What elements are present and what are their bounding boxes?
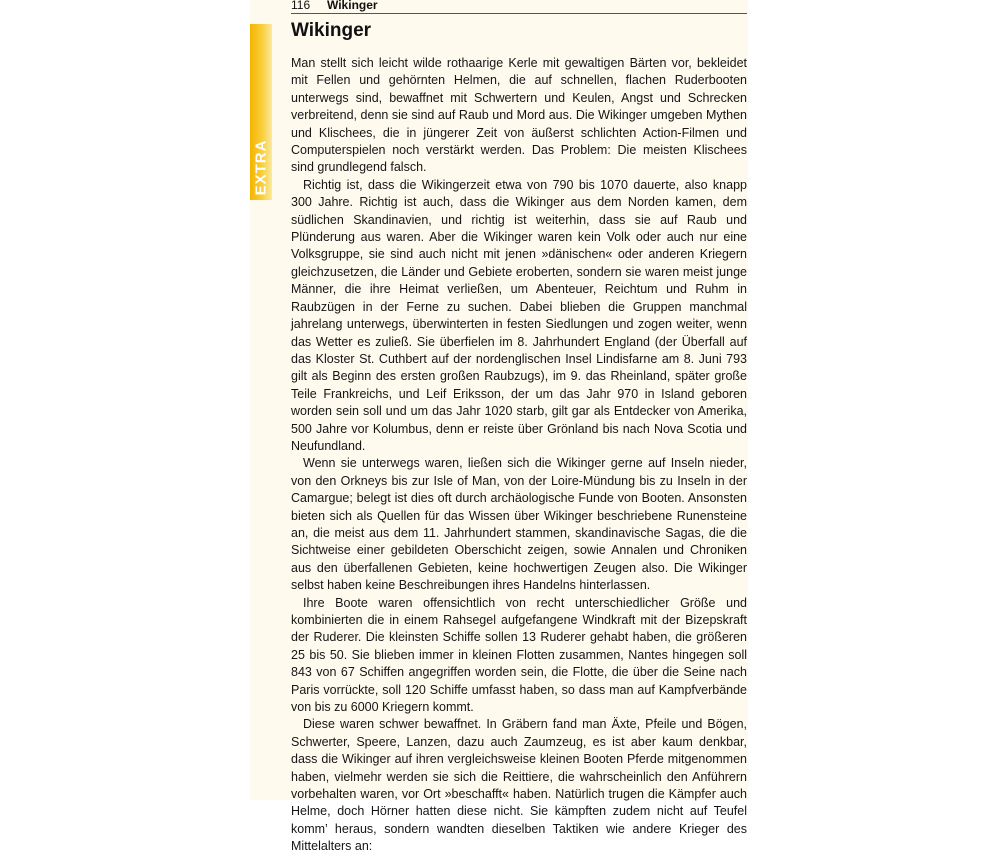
paragraph: Richtig ist, dass die Wikingerzeit etwa von 790 bis 1070 dauerte, also knapp 300 Jahre. Richtig ist auch, dass die Wikinger aus dem Norden kamen, dem südlichen Skandinavien, und richtig ist weiterhin, dass sie auf Raub und Plünderung aus waren. Aber die Wikinger waren kein Volk oder auch nur eine Volksgruppe, sie sind auch nicht mit jenen »dänischen« oder anderen Kriegern gleichzusetzen, die Länder und Gebiete eroberten, sondern sie waren meist junge Männer, die ihre Heimat verließen, um Abenteuer, Reichtum und Ruhm in Raubzügen in der Ferne zu suchen. Dabei blieben die Gruppen manchmal jahrelang unterwegs, überwinterten in festen Siedlungen und zogen weiter, wenn das Wetter es zuließ. Sie überfielen im 8. Jahrhundert England (der Überfall auf das Kloster St. Cuthbert auf der nordenglischen Insel Lindisfarne am 8. Juni 793 gilt als Beginn des ersten großen Raubzugs), im 9. das Rheinland, später große Teile Frankreichs, und Leif Eriksson, der um das Jahr 970 in Island geboren worden sein soll und um das Jahr 1020 starb, gilt gar als Entdecker von Amerika, 500 Jahre vor Kolumbus, denn er reiste über Grönland bis nach Nova Scotia und Neufundland. [291, 177, 747, 453]
extra-side-tab-label [250, 140, 272, 194]
paragraph: Wenn sie unterwegs waren, ließen sich die Wikinger gerne auf Inseln nieder, von den Orkneys bis zur Isle of Man, von der Loire-Mündung bis zu Inseln in der Camargue; belegt ist dies oft durch archäologische Funde von Booten. Ansonsten bieten sich als Quellen für das Wissen über Wikinger beschriebene Runensteine an, die meist aus dem 11. Jahrhundert stammen, skandinavische Sagas, die die Sichtweise einer gebildeten Oberschicht zeigen, sowie Annalen und Chroniken aus den überfallenen Gebieten, keine hochwertigen Zeugen also. Die Wikinger selbst haben keine Beschreibungen ihres Handelns hinterlassen. [291, 456, 747, 593]
paragraph: Man stellt sich leicht wilde rothaarige Kerle mit gewaltigen Bärten vor, bekleidet mit Fellen und gehörnten Helmen, die auf schnellen, flachen Ruderbooten unterwegs sind, bewaffnet mit Schwertern und Keulen, Angst und Schrecken verbreitend, denn sie sind auf Raub und Mord aus. Die Wikinger umgeben Mythen und Klischees, die in jüngerer Zeit von äußerst schlichten Action-Filmen und Computerspielen noch verstärkt werden. Das Problem: Die meisten Klischees sind grundlegend falsch. [291, 56, 747, 175]
paragraph: Ihre Boote waren offensichtlich von recht unterschiedlicher Größe und kombinierten die in einem Rahsegel aufgefangene Windkraft mit der Bizepskraft der Ruderer. Die kleinsten Schiffe sollen 13 Ruderer gehabt haben, die größeren 25 bis 50. Sie blieben immer in kleinen Flotten zusammen, Nantes hingegen soll 843 von 67 Schiffen angegriffen worden sein, die Flotte, die über die Seine nach Paris vorrückte, soll 120 Schiffe umfasst haben, so dass man auf Kampfverbände von bis zu 6000 Kriegern kommt. [291, 595, 747, 715]
article-title: Wikinger [291, 20, 372, 41]
page-number: 116 [291, 0, 311, 12]
paragraph: Diese waren schwer bewaffnet. In Gräbern fand man Äxte, Pfeile und Bögen, Schwerter, Speere, Lanzen, dazu auch Zaumzeug, es ist aber kaum denkbar, dass die Wikinger auf ihren vergleichsweise kleinen Booten Pferde mitgenommen haben, vielmehr werden sie sich die Reittiere, die wahrscheinlich den Anführern vorbehalten waren, vor Ort »beschafft« haben. Natürlich trugen die Kämpfer auch Helme, doch Hörner hatten diese nicht. Sie kämpften zudem nicht auf Teufel komm’ heraus, sondern wandten dieselben Taktiken wie andere Krieger des Mittelalters an: [291, 717, 747, 854]
running-section-title: Wikinger [327, 0, 378, 12]
article-body [291, 55, 747, 856]
extra-label-text: EXTRA [252, 139, 270, 195]
running-header [291, 0, 747, 14]
